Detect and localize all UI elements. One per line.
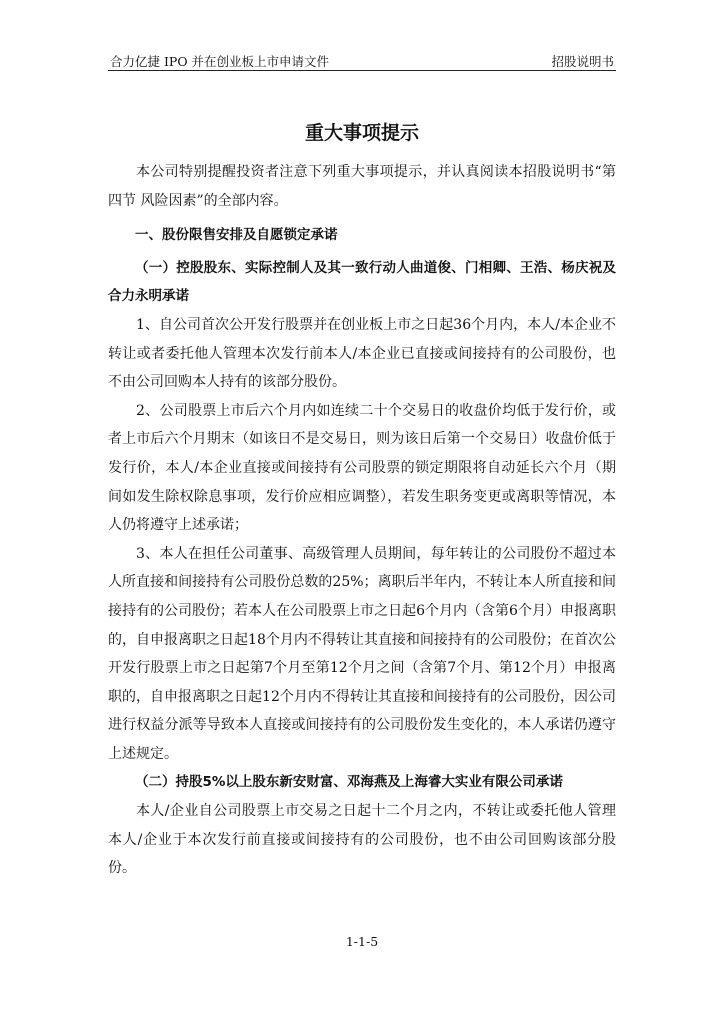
paragraph-1: 1、自公司首次公开发行股票并在创业板上市之日起36个月内，本人/本企业不转让或者委托他人管理本次发行前本人/本企业已直接或间接持有的公司股份，也不由公司回购本人持有的该部分股份。: [108, 316, 616, 391]
header-document-type: 招股说明书: [551, 54, 614, 69]
section-heading: 一、股份限售安排及自愿锁定承诺: [135, 227, 338, 244]
header-document-name: 合力亿捷 IPO 并在创业板上市申请文件: [110, 54, 330, 69]
page-number: 1-1-5: [345, 934, 379, 949]
paragraph-4: 本人/企业自公司股票上市交易之日起十二个月之内，不转让或委托他人管理本人/企业于本次发行前直接或间接持有的公司股份，也不由公司回购该部分股份。: [108, 803, 616, 877]
page-title: 重大事项提示: [304, 122, 419, 144]
subsection-heading-1: （一）控股股东、实际控制人及其一致行动人曲道俊、门相卿、王浩、杨庆祝及合力永明承诺: [108, 259, 616, 305]
subsection-heading-2: （二）持股5%以上股东新安财富、邓海燕及上海睿大实业有限公司承诺: [135, 774, 563, 791]
paragraph-3: 3、本人在担任公司董事、高级管理人员期间，每年转让的公司股份不超过本人所直接和间接持有公司股份总数的25%；离职后半年内，不转让本人所直接和间接持有的公司股份；若本人在公司股票上市之日起6个月内（含第6个月）申报离职的，自申报离职之日起18个月内不得转让其直接和间接持有的公司股份；在首次公开发行股票上市之日起第7个月至第12个月之间（含第7个月、第12个月）申报离职的，自申报离职之日起12个月内不得转让其直接和间接持有的公司股份，因公司进行权益分派等导致本人直接或间接持有的公司股份发生变化的，本人承诺仍遵守上述规定。: [108, 545, 616, 762]
intro-paragraph: 本公司特别提醒投资者注意下列重大事项提示，并认真阅读本招股说明书“第四节 风险因素”的全部内容。: [108, 164, 616, 209]
page-header: [108, 50, 616, 71]
paragraph-2: 2、公司股票上市后六个月内如连续二十个交易日的收盘价均低于发行价，或者上市后六个月期末（如该日不是交易日，则为该日后第一个交易日）收盘价低于发行价，本人/本企业直接或间接持有公司股票的锁定期限将自动延长六个月（期间如发生除权除息事项，发行价应相应调整），若发生职务变更或离职等情况，本人仍将遵守上述承诺；: [108, 402, 616, 534]
document-body: [108, 158, 616, 883]
